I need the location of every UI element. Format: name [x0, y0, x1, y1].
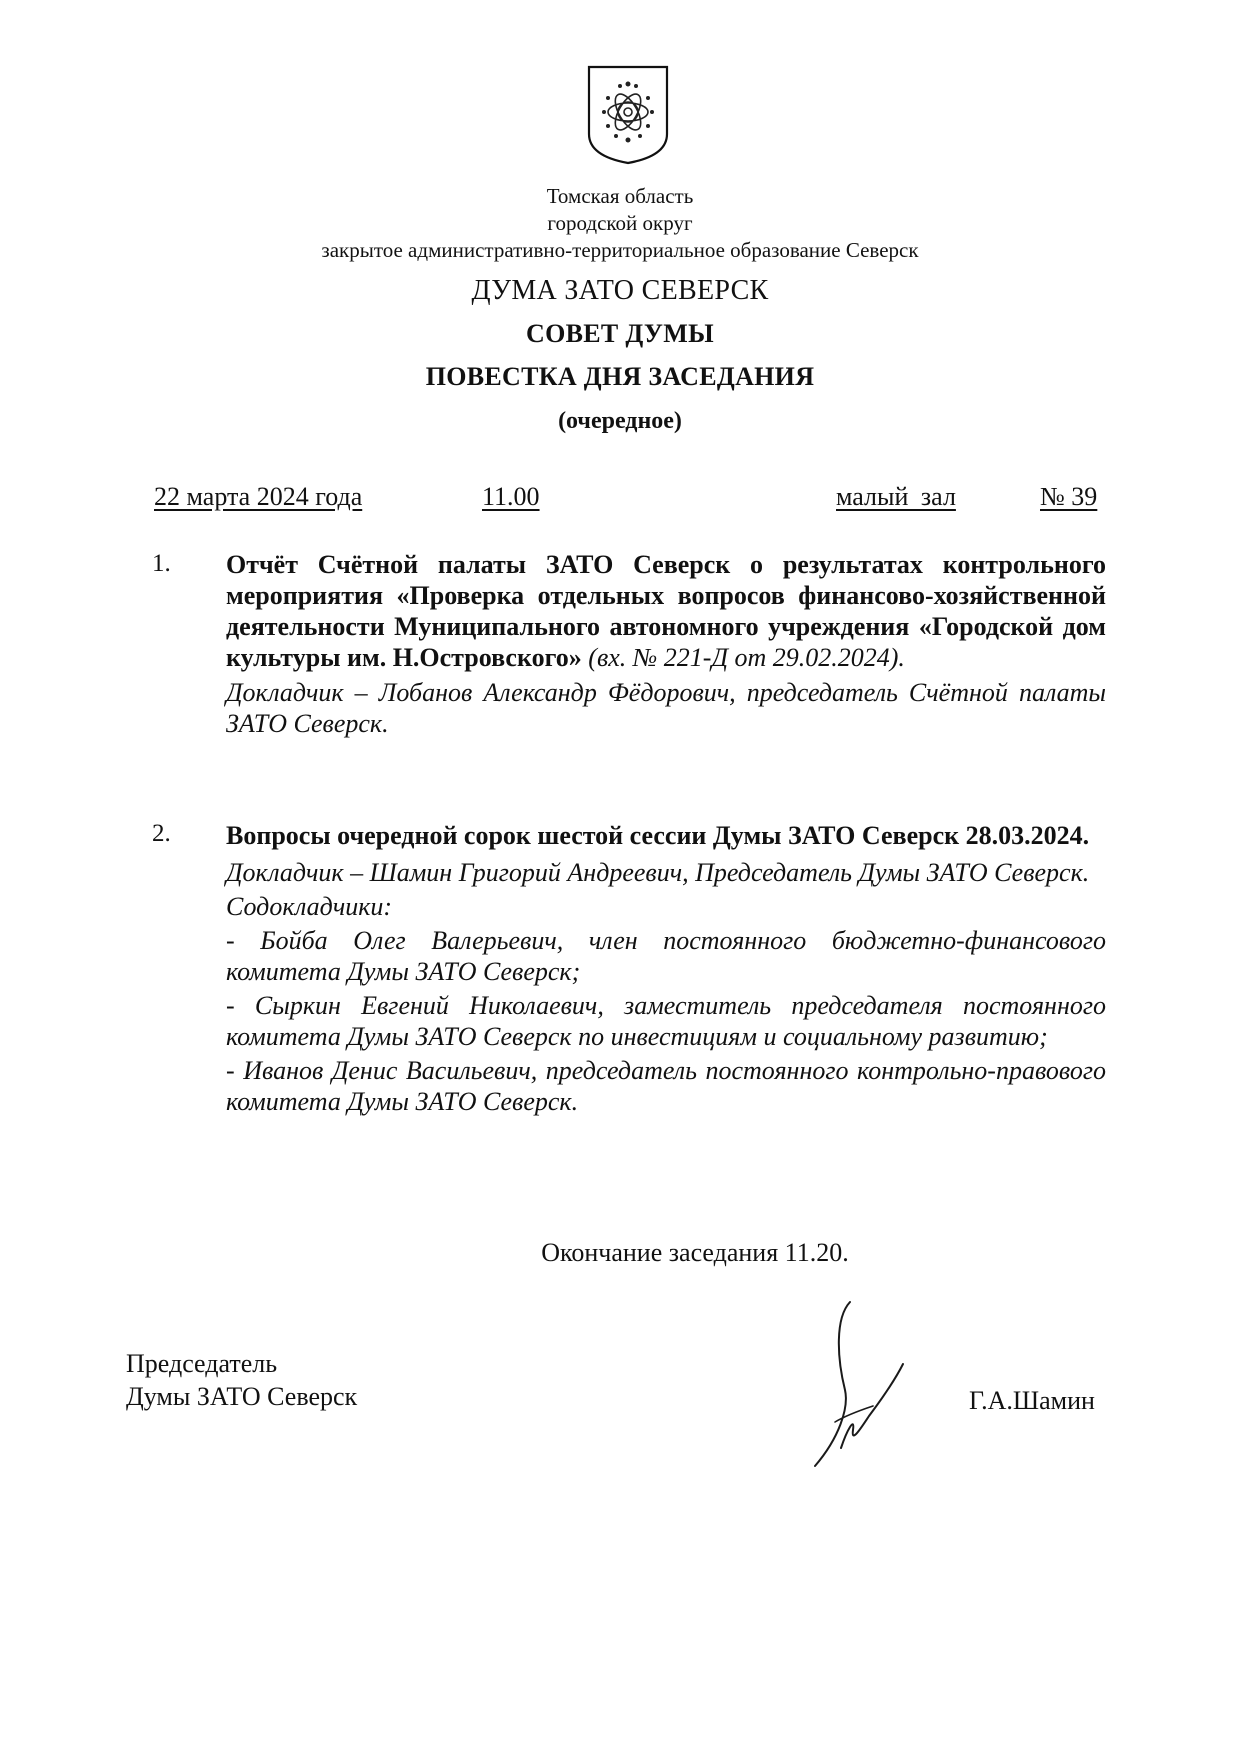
agenda-title: ПОВЕСТКА ДНЯ ЗАСЕДАНИЯ	[425, 362, 815, 391]
item-1-reference: (вх. № 221-Д от 29.02.2024).	[581, 643, 905, 672]
district-name: городской округ	[547, 211, 693, 235]
signature-position-line1: Председатель	[126, 1349, 278, 1378]
meeting-room: малый зал	[836, 482, 956, 511]
closing-text: Окончание заседания 11.20.	[541, 1238, 849, 1267]
item-2-title: Вопросы очередной сорок шестой сессии Думы ЗАТО Северск 28.03.2024.	[226, 821, 1090, 850]
region-name: Томская область	[546, 184, 694, 208]
council-title: СОВЕТ ДУМЫ	[526, 319, 714, 348]
agenda-item-2	[226, 820, 1106, 1117]
signature-position-line2: Думы ЗАТО Северск	[126, 1382, 358, 1411]
item-1-title	[226, 549, 1106, 673]
item-1-title-text: Отчёт Счётной палаты ЗАТО Северск о результатах контрольного мероприятия «Проверка отдельных вопросов финансово-хозяйственной деятельности Муниципального автономного учреждения «Городской дом культуры им. Н.Островского»	[226, 550, 1106, 672]
entity-name: закрытое административно-территориальное образование Северск	[321, 238, 919, 262]
session-type: (очередное)	[558, 408, 682, 434]
co-speaker-1: - Бойба Олег Валерьевич, член постоянного бюджетно-финансового комитета Думы ЗАТО Северск;	[226, 926, 1106, 986]
item-1-number: 1.	[152, 550, 171, 577]
item-2-co-speakers-label: Содокладчики:	[226, 892, 393, 921]
signatory-name: Г.А.Шамин	[969, 1386, 1095, 1415]
agenda-item-1	[226, 549, 1106, 739]
meeting-number: № 39	[1040, 482, 1098, 511]
co-speaker-2: - Сыркин Евгений Николаевич, заместитель председателя постоянного комитета Думы ЗАТО Северск по инвестициям и социальному развитию;	[226, 991, 1106, 1051]
item-1-speaker: Докладчик – Лобанов Александр Фёдорович, председатель Счётной палаты ЗАТО Северск.	[226, 678, 1106, 738]
coat-of-arms-icon	[586, 64, 670, 166]
handwritten-signature-icon	[795, 1298, 905, 1468]
meeting-date: 22 марта 2024 года	[154, 482, 363, 511]
duma-title: ДУМА ЗАТО СЕВЕРСК	[471, 275, 769, 306]
item-2-speaker: Докладчик – Шамин Григорий Андреевич, Председатель Думы ЗАТО Северск.	[226, 858, 1090, 887]
meeting-time: 11.00	[482, 482, 540, 511]
co-speaker-3: - Иванов Денис Васильевич, председатель постоянного контрольно-правового комитета Думы ЗАТО Северск.	[226, 1056, 1106, 1116]
item-2-number: 2.	[152, 820, 171, 847]
